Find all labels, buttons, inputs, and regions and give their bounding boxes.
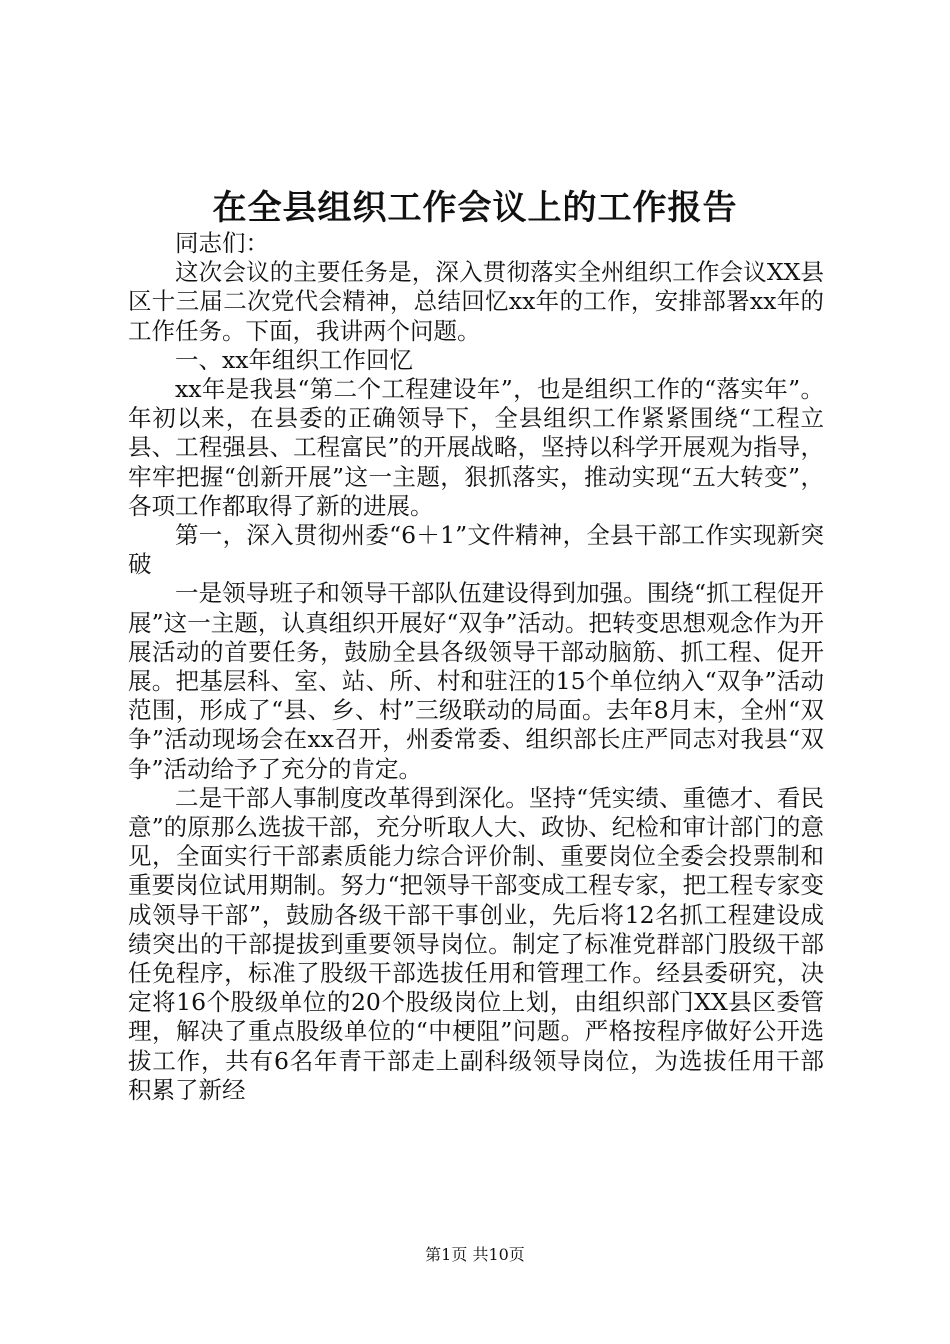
overview-paragraph: xx年是我县“第二个工程建设年”，也是组织工作的“落实年”。年初以来，在县委的正确领导下，全县组织工作紧紧围绕“工程立县、工程强县、工程富民”的开展战略，坚持以科学开展观为指导，牢牢把握“创新开展”这一主题，狠抓落实，推动实现“五大转变”，各项工作都取得了新的进展。 <box>128 375 824 520</box>
body-paragraph: 二是干部人事制度改革得到深化。坚持“凭实绩、重德才、看民意”的原那么选拔干部，充分听取人大、政协、纪检和审计部门的意见，全面实行干部素质能力综合评价制、重要岗位全委会投票制和重要岗位试用期制。努力“把领导干部变成工程专家，把工程专家变成领导干部”，鼓励各级干部干事创业，先后将12名抓工程建设成绩突出的干部提拔到重要领导岗位。制定了标准党群部门股级干部任免程序，标准了股级干部选拔任用和管理工作。经县委研究，决定将16个股级单位的20个股级岗位上划，由组织部门XX县区委管理，解决了重点股级单位的“中梗阻”问题。严格按程序做好公开选拔工作，共有6名年青干部走上副科级领导岗位，为选拔任用干部积累了新经 <box>128 783 824 1104</box>
document-title: 在全县组织工作会议上的工作报告 <box>212 188 738 228</box>
page-footer: 第1页 共10页 <box>425 1245 525 1264</box>
intro-paragraph: 这次会议的主要任务是，深入贯彻落实全州组织工作会议XX县区十三届二次党代会精神，总结回忆xx年的工作，安排部署xx年的工作任务。下面，我讲两个问题。 <box>128 258 824 345</box>
subsection-heading: 第一，深入贯彻州委“6＋1”文件精神，全县干部工作实现新突破 <box>128 521 824 579</box>
salutation-paragraph: 同志们： <box>175 229 269 257</box>
body-paragraph: 一是领导班子和领导干部队伍建设得到加强。围绕“抓工程促开展”这一主题，认真组织开展好“双争”活动。把转变思想观念作为开展活动的首要任务，鼓励全县各级领导干部动脑筋、抓工程、促开展。把基层科、室、站、所、村和驻汪的15个单位纳入“双争”活动范围，形成了“县、乡、村”三级联动的局面。去年8月末，全州“双争”活动现场会在xx召开，州委常委、组织部长庄严同志对我县“双争”活动给予了充分的肯定。 <box>128 579 824 783</box>
section-heading: 一、xx年组织工作回忆 <box>175 345 414 374</box>
document-body <box>128 229 824 1105</box>
